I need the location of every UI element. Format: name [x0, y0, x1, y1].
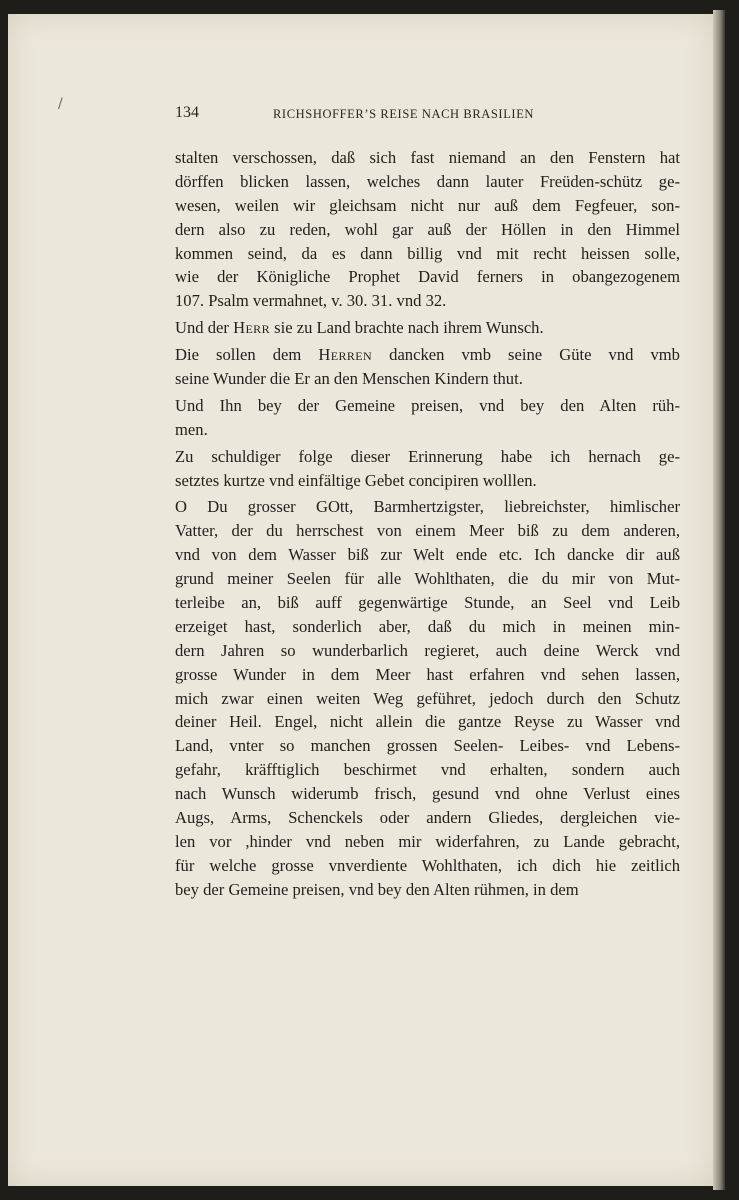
text-line: Vatter, der du herrschest von einem Meer biß zu dem anderen,	[175, 521, 680, 541]
text-line: Augs, Arms, Schenckels oder andern Gliedes, dergleichen vie-	[175, 808, 680, 828]
text-line: bey der Gemeine preisen, vnd bey den Alten rühmen, in dem	[175, 879, 579, 899]
text-line: grosse Wunder in dem Meer hast erfahren vnd sehen lassen,	[175, 664, 680, 684]
text-line: Und Ihn bey der Gemeine preisen, vnd bey den Alten rüh-	[175, 395, 680, 415]
paragraph	[175, 316, 680, 340]
text-line: mich zwar einen weiten Weg geführet, jedoch durch den Schutz	[175, 688, 680, 708]
text-line: stalten verschossen, daß sich fast niemand an den Fenstern hat	[175, 148, 680, 167]
small-caps-name: Herren	[318, 345, 373, 365]
paragraph	[175, 146, 680, 313]
text-line	[175, 316, 680, 340]
page-edge-shadow	[713, 10, 725, 1190]
text-line: kommen seind, da es dann billig vnd mit recht heissen solle,	[175, 243, 680, 263]
text-line: nach Wunsch widerumb frisch, gesund vnd ohne Verlust eines	[175, 784, 680, 804]
paragraph	[175, 343, 680, 391]
text-line: setztes kurtze vnd einfältige Gebet concipiren wolllen.	[175, 470, 537, 490]
text-line: vnd von dem Wasser biß zur Welt ende etc. Ich dancke dir auß	[175, 545, 680, 565]
paragraph	[175, 495, 680, 901]
page-number: 134	[175, 104, 199, 121]
text-line: für welche grosse vnverdiente Wohlthaten, ich dich hie zeitlich	[175, 855, 680, 875]
text-line: men.	[175, 419, 208, 439]
paragraph	[175, 445, 680, 493]
running-head	[175, 104, 680, 126]
text-line: grund meiner Seelen für alle Wohlthaten, die du mir von Mut-	[175, 569, 680, 589]
small-caps-name: Herr	[233, 318, 270, 338]
text-line: wie der Königliche Prophet David ferners in obangezogenem	[175, 267, 680, 287]
text-line: dörffen blicken lassen, welches dann lauter Freüden-schütz ge-	[175, 171, 680, 191]
text-line: dern Jahren so wunderbarlich regieret, auch deine Werck vnd	[175, 640, 680, 660]
text-run: Und der	[175, 318, 234, 338]
text-line	[175, 343, 680, 367]
text-run: Die sollen dem	[175, 345, 319, 365]
running-title: RICHSHOFFER’S REISE NACH BRASILIEN	[273, 107, 535, 121]
text-line: deiner Heil. Engel, nicht allein die gantze Reyse zu Wasser vnd	[175, 712, 680, 732]
paragraph	[175, 394, 680, 442]
text-line: Zu schuldiger folge dieser Erinnerung habe ich hernach ge-	[175, 446, 680, 466]
text-line: gefahr, kräfftiglich beschirmet vnd erhalten, sondern auch	[175, 760, 680, 780]
text-line: seine Wunder die Er an den Menschen Kindern thut.	[175, 369, 523, 389]
text-line: len vor ,hinder vnd neben mir widerfahren, zu Lande gebracht,	[175, 831, 680, 851]
text-line: wesen, weilen wir gleichsam nicht nur auß dem Fegfeuer, son-	[175, 195, 680, 215]
text-line: O Du grosser GOtt, Barmhertzigster, liebreichster, himlischer	[175, 497, 680, 517]
body-text	[175, 146, 680, 902]
text-run: dancken vmb seine Güte vnd vmb	[372, 345, 680, 365]
margin-pencil-mark: /	[58, 96, 63, 112]
text-line: 107. Psalm vermahnet, v. 30. 31. vnd 32.	[175, 291, 447, 311]
text-line: dern also zu reden, wohl gar auß der Höllen in den Himmel	[175, 219, 680, 239]
text-run: sie zu Land brachte nach ihrem Wunsch.	[269, 318, 544, 338]
text-line: terleibe an, biß auff gegenwärtige Stunde, an Seel vnd Leib	[175, 593, 680, 613]
text-line: erzeiget hast, sonderlich aber, daß du mich in meinen min-	[175, 616, 680, 636]
text-line: Land, vnter so manchen grossen Seelen- Leibes- vnd Lebens-	[175, 736, 680, 756]
